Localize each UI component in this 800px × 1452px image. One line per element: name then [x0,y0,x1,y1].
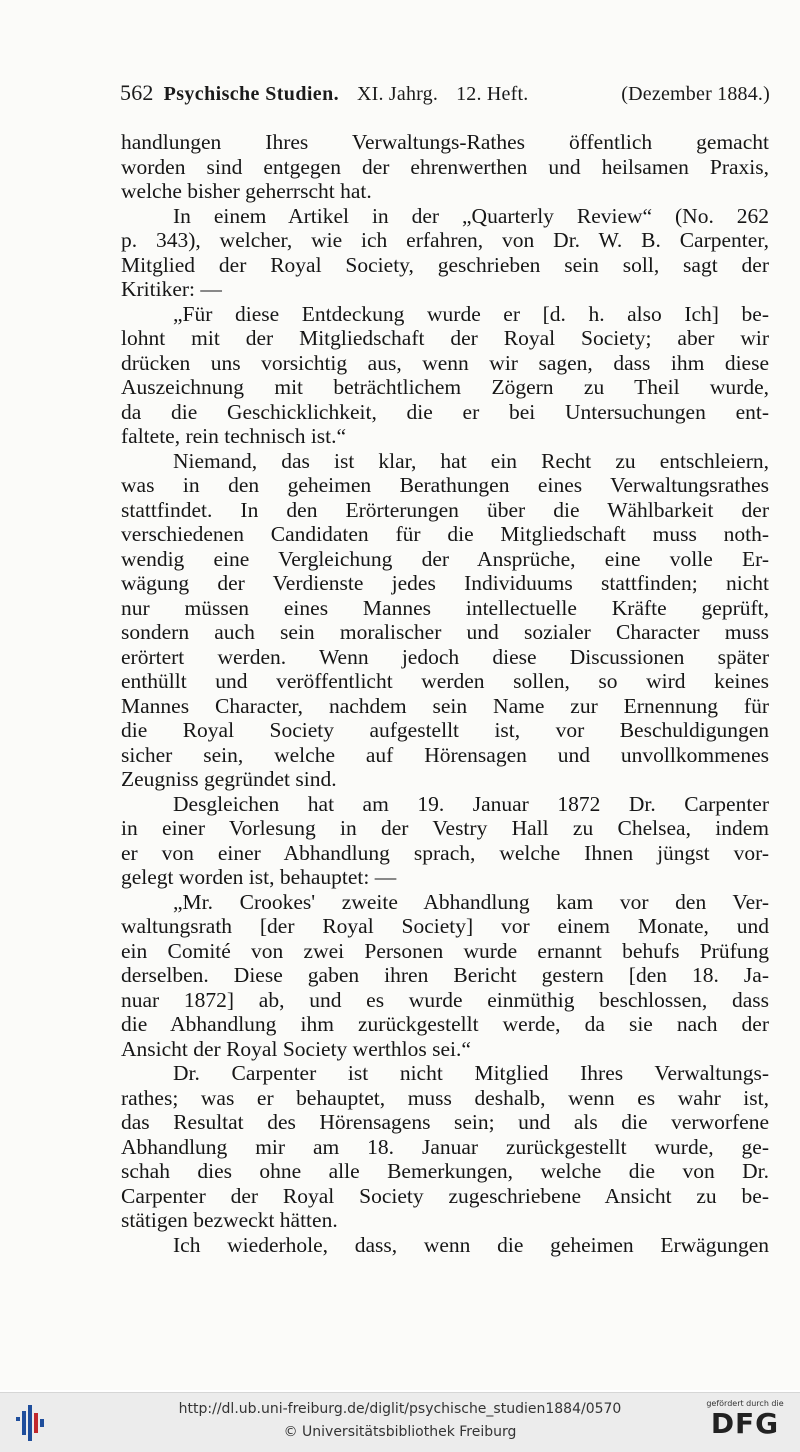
body-text [121,130,769,1257]
text-line: Auszeichnung mit beträchtlichem Zögern zu Theil wurde, [121,375,769,399]
text-line: wägung der Verdienste jedes Individuums stattfinden; nicht [121,571,769,595]
text-line: handlungen Ihres Verwaltungs-Rathes öffentlich gemacht [121,130,769,154]
text-line: sondern auch sein moralischer und sozialer Character muss [121,620,769,644]
text-line: schah dies ohne alle Bemerkungen, welche die von Dr. [121,1159,769,1183]
text-line: nur müssen eines Mannes intellectuelle Kräfte geprüft, [121,595,769,620]
text-line: „Mr. Crookes' zweite Abhandlung kam vor den Ver- [173,889,769,914]
text-line: nuar 1872] ab, und es wurde einmüthig beschlossen, dass [121,987,769,1012]
text-line: wendig eine Vergleichung der Ansprüche, eine volle Er- [121,546,769,571]
text-line: verschiedenen Candidaten für die Mitgliedschaft muss noth- [121,522,769,546]
viewer-footer [0,1392,800,1452]
text-line: Mitglied der Royal Society, geschrieben sein soll, sagt der [121,252,769,277]
text-line: erörtert werden. Wenn jedoch diese Discussionen später [121,644,769,669]
text-line: er von einer Abhandlung sprach, welche Ihnen jüngst vor- [121,840,769,865]
text-line: rathes; was er behauptet, muss deshalb, wenn es wahr ist, [121,1085,769,1110]
text-line: Mannes Character, nachdem sein Name zur Ernennung für [121,693,769,718]
issue-date: (Dezember 1884.) [621,83,770,105]
text-line: lohnt mit der Mitgliedschaft der Royal Society; aber wir [121,326,769,350]
text-line: p. 343), welcher, wie ich erfahren, von Dr. W. B. Carpenter, [121,228,769,252]
text-line: Ich wiederhole, dass, wenn die geheimen Erwägungen [173,1232,769,1257]
text-line: Niemand, das ist klar, hat ein Recht zu entschleiern, [173,448,769,473]
copyright-notice: © Universitätsbibliothek Freiburg [283,1424,517,1440]
text-line: Zeugniss gegründet sind. [121,767,337,791]
text-line: Dr. Carpenter ist nicht Mitglied Ihres Verwaltungs- [173,1061,769,1085]
text-line: das Resultat des Hörensagens sein; und als die verworfene [121,1110,769,1134]
text-line: In einem Artikel in der „Quarterly Review“ (No. 262 [173,203,769,228]
text-line: Ansicht der Royal Society werthlos sei.“ [121,1036,471,1061]
text-line: da die Geschicklichkeit, die er bei Untersuchungen ent- [121,399,769,424]
text-line: Kritiker: — [121,277,222,301]
text-line: stattfindet. In den Erörterungen über die Wählbarkeit der [121,497,769,522]
text-line: die Abhandlung ihm zurückgestellt werde, da sie nach der [121,1012,769,1036]
text-line: stätigen bezweckt hätten. [121,1208,338,1232]
permalink-url[interactable]: http://dl.ub.uni-freiburg.de/diglit/psychische_studien1884/0570 [178,1401,622,1417]
text-line: ein Comité von zwei Personen wurde ernannt behufs Prüfung [121,938,769,963]
journal-title: Psychische Studien. [163,83,340,105]
text-line: Carpenter der Royal Society zugeschriebene Ansicht zu be- [121,1183,769,1208]
text-line: was in den geheimen Berathungen eines Verwaltungsrathes [121,473,769,497]
text-line: derselben. Diese gaben ihren Bericht gestern [den 18. Ja- [121,963,769,987]
text-line: in einer Vorlesung in der Vestry Hall zu Chelsea, indem [121,816,769,840]
text-line: faltete, rein technisch ist.“ [121,424,347,448]
text-line: „Für diese Entdeckung wurde er [d. h. also Ich] be- [173,301,769,326]
running-header [120,80,770,110]
text-line: worden sind entgegen der ehrenwerthen und heilsamen Praxis, [121,154,769,179]
text-line: sicher sein, welche auf Hörensagen und unvollkommenes [121,742,769,767]
dfg-logo[interactable] [702,1399,788,1447]
text-line: welche bisher geherrscht hat. [121,179,372,203]
text-line: Desgleichen hat am 19. Januar 1872 Dr. Carpenter [173,791,769,816]
page-number: 562 [120,80,154,105]
dfg-wordmark: DFG [710,1407,780,1440]
volume-label: XI. Jahrg. [357,83,439,105]
dfg-tagline: gefördert durch die [706,1399,784,1408]
text-line: die Royal Society aufgestellt ist, vor Beschuldigungen [121,718,769,742]
text-line: enthüllt und veröffentlicht werden sollen, so wird keines [121,669,769,693]
text-line: Abhandlung mir am 18. Januar zurückgestellt wurde, ge- [121,1134,769,1159]
issue-label: 12. Heft. [456,83,529,105]
text-line: gelegt worden ist, behauptet: — [121,865,397,889]
text-line: drücken uns vorsichtig aus, wenn wir sagen, dass ihm diese [121,350,769,375]
text-line: waltungsrath [der Royal Society] vor einem Monate, und [121,914,769,938]
